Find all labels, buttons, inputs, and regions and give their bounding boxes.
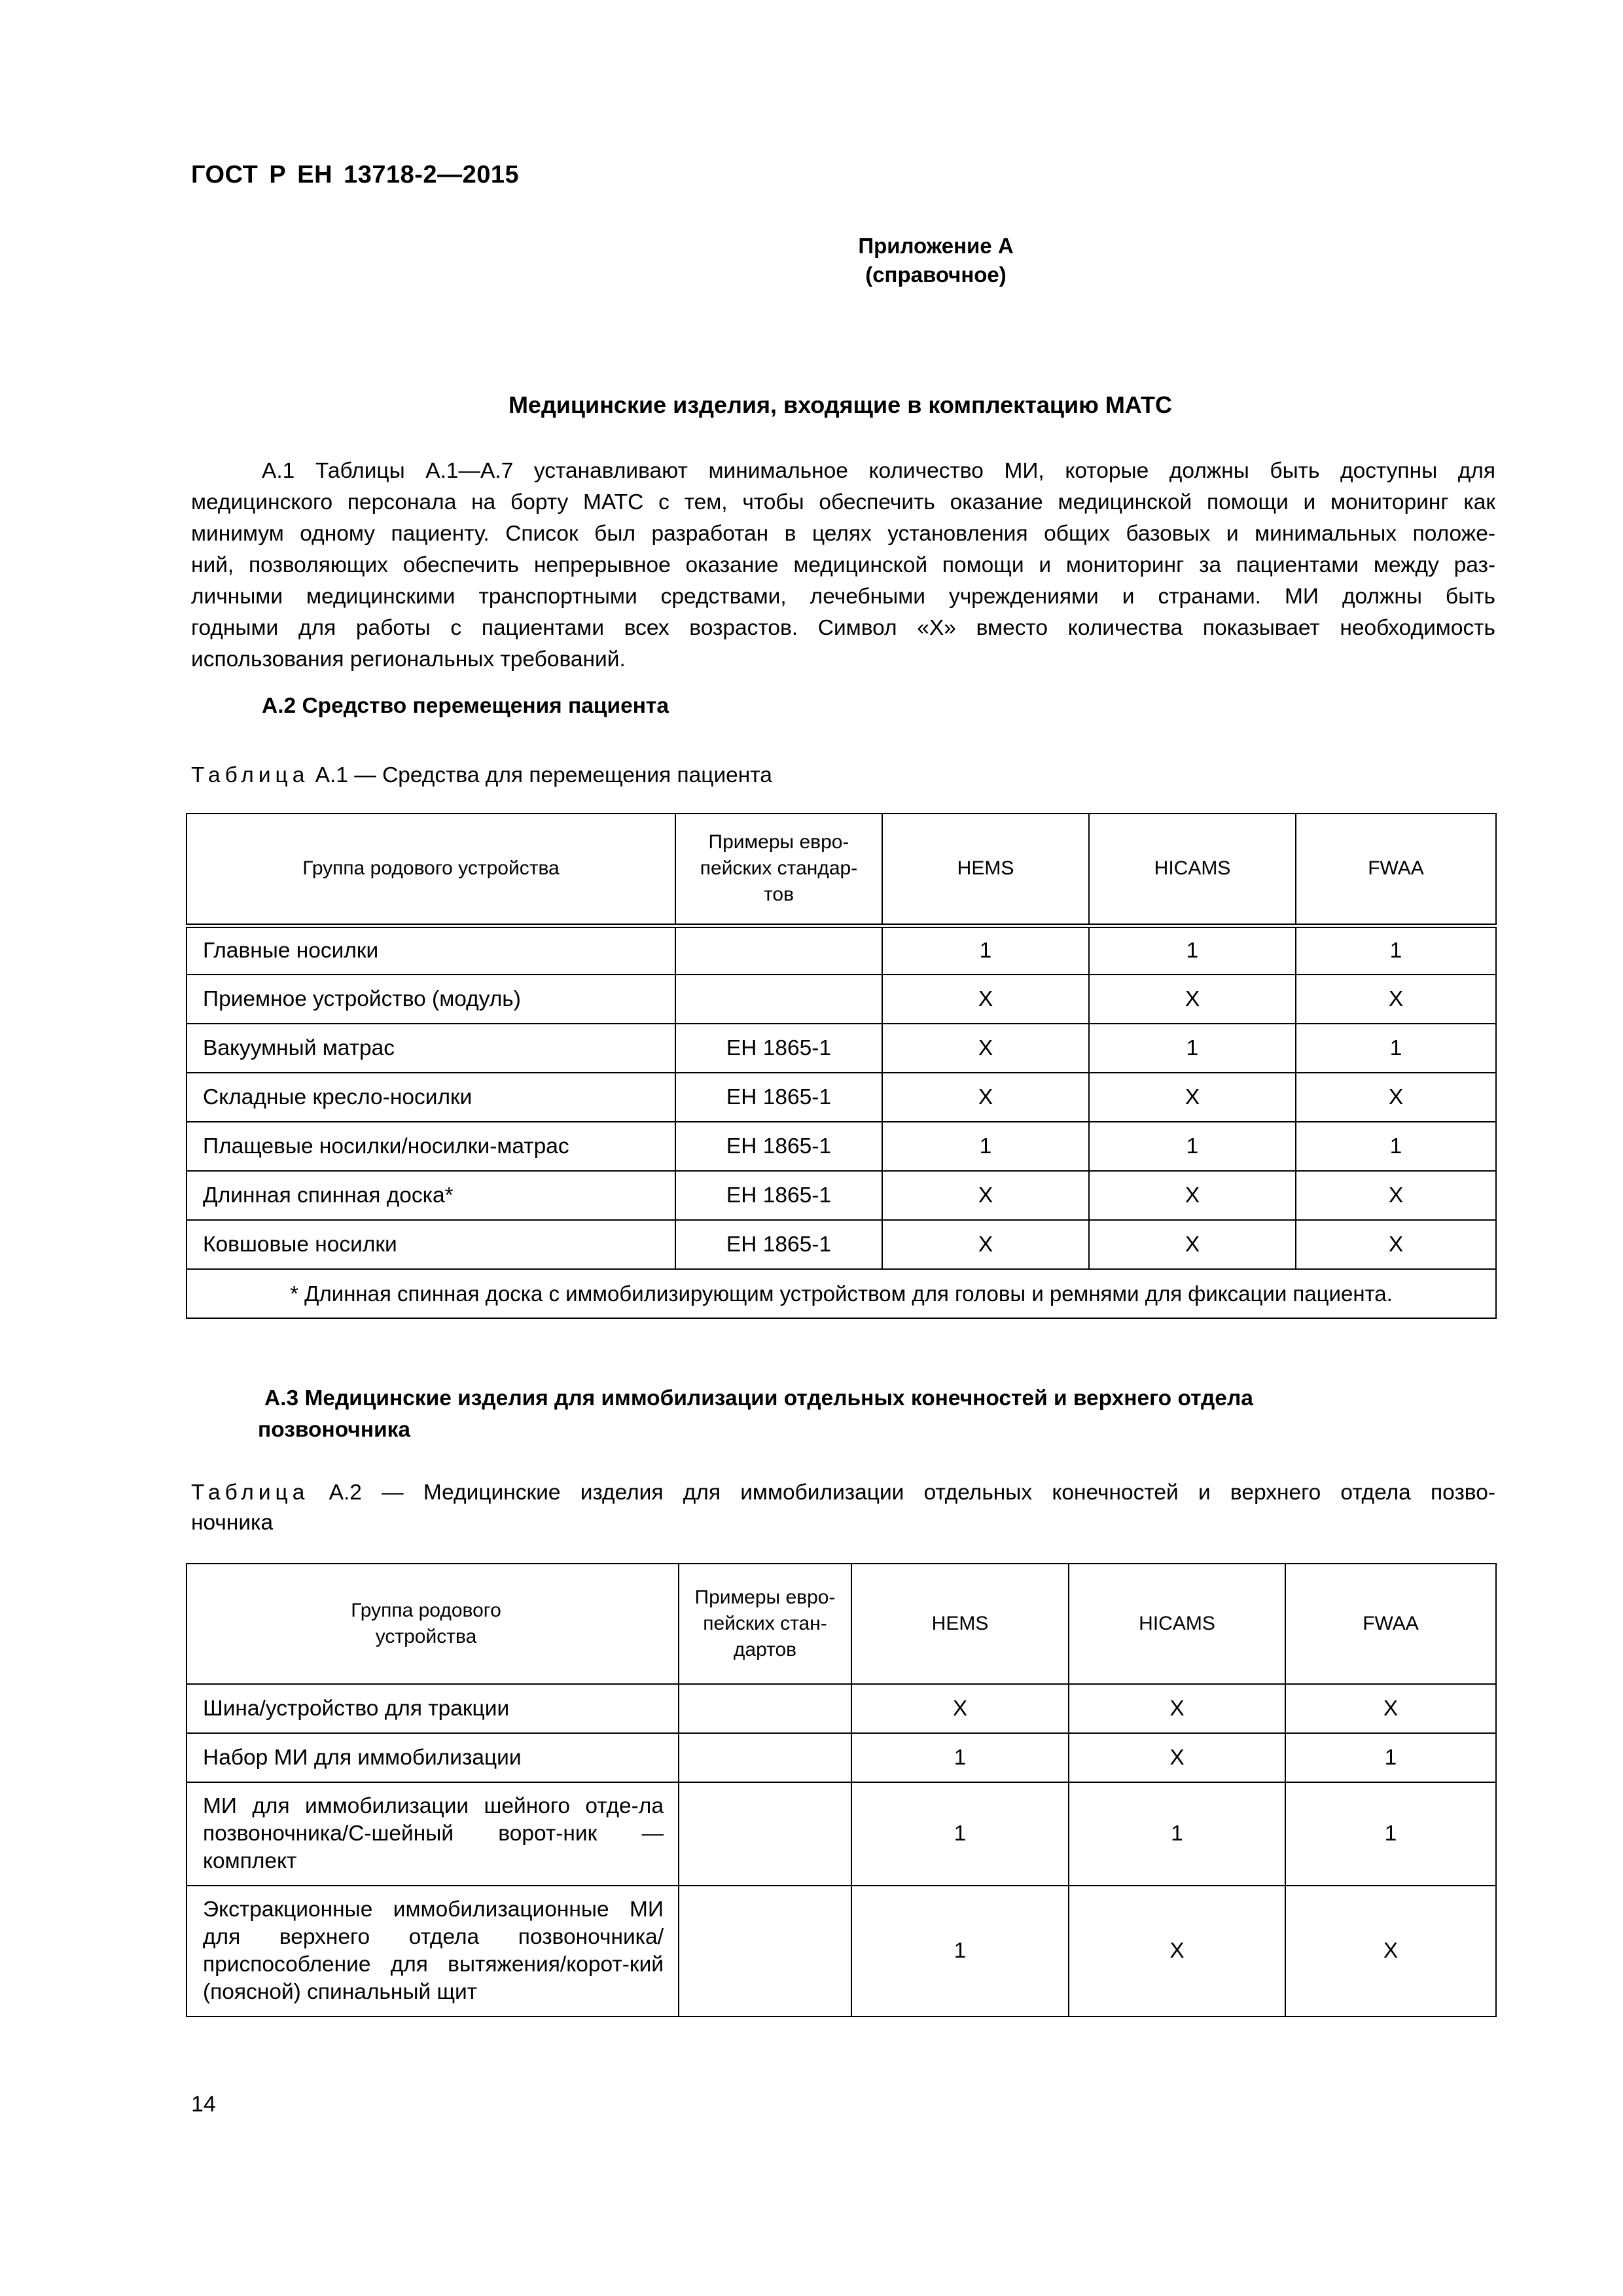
table-row	[187, 1733, 1496, 1782]
table-row	[187, 1171, 1496, 1220]
cell-device-group: МИ для иммобилизации шейного отде-ла позвоночника/С-шейный ворот-ник — комплект	[187, 1782, 679, 1886]
cell-hems: Х	[882, 1220, 1089, 1269]
cell-fwaa: 1	[1296, 1024, 1496, 1073]
cell-device-group: Длинная спинная доска*	[187, 1171, 675, 1220]
annex-type: (справочное)	[865, 262, 1007, 287]
column-header: FWAA	[1296, 814, 1496, 925]
table-footnote: * Длинная спинная доска с иммобилизирующим устройством для головы и ремнями для фиксации пациента.	[187, 1269, 1496, 1318]
cell-fwaa: 1	[1296, 925, 1496, 975]
cell-fwaa: Х	[1285, 1684, 1496, 1733]
cell-hems: 1	[851, 1782, 1069, 1886]
cell-standard	[679, 1684, 851, 1733]
page-title: Медицинские изделия, входящие в комплектацию МАТС	[508, 391, 1173, 418]
table-row	[187, 1122, 1496, 1171]
cell-hems: 1	[851, 1886, 1069, 2017]
cell-hicams: Х	[1089, 1171, 1296, 1220]
table-row	[187, 1886, 1496, 2017]
paragraph-line: минимум одному пациенту. Список был разработан в целях установления общих базовых и минимальных положе-	[191, 522, 1495, 546]
cell-hicams: Х	[1089, 1073, 1296, 1122]
table-row	[187, 1073, 1496, 1122]
table-a1	[186, 813, 1497, 1319]
cell-hicams: Х	[1069, 1733, 1285, 1782]
annex-label: Приложение А	[858, 234, 1014, 258]
cell-fwaa: 1	[1296, 1122, 1496, 1171]
cell-hems: Х	[882, 1171, 1089, 1220]
cell-standard: ЕН 1865-1	[675, 1171, 882, 1220]
cell-hicams: 1	[1069, 1782, 1285, 1886]
column-header: HICAMS	[1069, 1564, 1285, 1684]
cell-standard: ЕН 1865-1	[675, 1122, 882, 1171]
cell-hems: 1	[882, 925, 1089, 975]
cell-hems: Х	[882, 975, 1089, 1024]
section-heading-a3: А.3 Медицинские изделия для иммобилизации отдельных конечностей и верхнего отдела	[264, 1386, 1253, 1410]
section-heading-a2: А.2 Средство перемещения пациента	[262, 694, 669, 718]
cell-hems: 1	[882, 1122, 1089, 1171]
column-header: Группа родового устройства	[187, 814, 675, 925]
section-heading-a3-cont: позвоночника	[258, 1418, 411, 1442]
cell-standard: ЕН 1865-1	[675, 1220, 882, 1269]
cell-standard	[679, 1886, 851, 2017]
table-caption-prefix: Таблица	[191, 1480, 310, 1505]
table-row	[187, 1024, 1496, 1073]
column-header: HEMS	[882, 814, 1089, 925]
cell-standard	[675, 975, 882, 1024]
cell-hicams: 1	[1089, 1122, 1296, 1171]
table-row	[187, 925, 1496, 975]
cell-standard	[675, 925, 882, 975]
table-a2	[186, 1563, 1497, 2017]
cell-fwaa: 1	[1285, 1733, 1496, 1782]
cell-hicams: Х	[1069, 1684, 1285, 1733]
column-header: Примеры евро-пейских стан-дартов	[679, 1564, 851, 1684]
cell-device-group: Вакуумный матрас	[187, 1024, 675, 1073]
intro-paragraph	[191, 456, 1495, 675]
cell-fwaa: 1	[1285, 1782, 1496, 1886]
column-header: FWAA	[1285, 1564, 1496, 1684]
cell-fwaa: Х	[1296, 1220, 1496, 1269]
paragraph-line: ний, позволяющих обеспечить непрерывное оказание медицинской помощи и мониторинг за пациентами между раз-	[191, 553, 1495, 577]
cell-fwaa: Х	[1285, 1886, 1496, 2017]
cell-device-group: Шина/устройство для тракции	[187, 1684, 679, 1733]
cell-device-group: Приемное устройство (модуль)	[187, 975, 675, 1024]
cell-hicams: 1	[1089, 1024, 1296, 1073]
cell-fwaa: Х	[1296, 1073, 1496, 1122]
cell-hems: 1	[851, 1733, 1069, 1782]
paragraph-line: использования региональных требований.	[191, 647, 626, 672]
cell-device-group: Плащевые носилки/носилки-матрас	[187, 1122, 675, 1171]
cell-device-group: Набор МИ для иммобилизации	[187, 1733, 679, 1782]
cell-hems: Х	[882, 1024, 1089, 1073]
table-row	[187, 1782, 1496, 1886]
cell-hicams: Х	[1069, 1886, 1285, 2017]
paragraph-line: медицинского персонала на борту МАТС с тем, чтобы обеспечить оказание медицинской помощи и мониторинг как	[191, 490, 1495, 514]
cell-fwaa: Х	[1296, 1171, 1496, 1220]
table-caption-text: А.1 — Средства для перемещения пациента	[315, 763, 772, 787]
table-header-row	[187, 814, 1496, 925]
cell-device-group: Ковшовые носилки	[187, 1220, 675, 1269]
cell-hicams: 1	[1089, 925, 1296, 975]
column-header: HEMS	[851, 1564, 1069, 1684]
table-row	[187, 1220, 1496, 1269]
paragraph-line: личными медицинскими транспортными средствами, лечебными учреждениями и странами. МИ должны быть	[191, 584, 1495, 609]
cell-hicams: Х	[1089, 975, 1296, 1024]
cell-standard: ЕН 1865-1	[675, 1024, 882, 1073]
paragraph-line: А.1 Таблицы А.1—А.7 устанавливают минимальное количество МИ, которые должны быть доступны для	[262, 459, 1495, 483]
paragraph-line: годными для работы с пациентами всех возрастов. Символ «Х» вместо количества показывает необходимость	[191, 616, 1495, 640]
table-footnote-row	[187, 1269, 1496, 1318]
column-header: Примеры евро-пейских стандар-тов	[675, 814, 882, 925]
column-header: Группа родового устройства	[187, 1564, 679, 1684]
cell-standard: ЕН 1865-1	[675, 1073, 882, 1122]
table-caption-prefix: Таблица	[191, 763, 310, 787]
table-caption-a2-cont: ночника	[191, 1511, 274, 1535]
table-row	[187, 1684, 1496, 1733]
table-header-row	[187, 1564, 1496, 1684]
cell-hems: Х	[882, 1073, 1089, 1122]
table-row	[187, 975, 1496, 1024]
column-header: HICAMS	[1089, 814, 1296, 925]
cell-fwaa: Х	[1296, 975, 1496, 1024]
cell-standard	[679, 1733, 851, 1782]
cell-device-group: Складные кресло-носилки	[187, 1073, 675, 1122]
table-caption-text: А.2 — Медицинские изделия для иммобилизации отдельных конечностей и верхнего отдела позво-	[329, 1480, 1496, 1505]
cell-hicams: Х	[1089, 1220, 1296, 1269]
page-number: 14	[191, 2092, 216, 2117]
document-code: ГОСТ Р ЕН 13718-2—2015	[191, 161, 520, 188]
cell-device-group: Экстракционные иммобилизационные МИ для верхнего отдела позвоночника/приспособление для вытяжения/корот-кий (поясной) спинальный щит	[187, 1886, 679, 2017]
table-caption-a2	[191, 1480, 1495, 1505]
cell-device-group: Главные носилки	[187, 925, 675, 975]
table-caption-a1	[191, 763, 772, 788]
cell-standard	[679, 1782, 851, 1886]
cell-hems: Х	[851, 1684, 1069, 1733]
